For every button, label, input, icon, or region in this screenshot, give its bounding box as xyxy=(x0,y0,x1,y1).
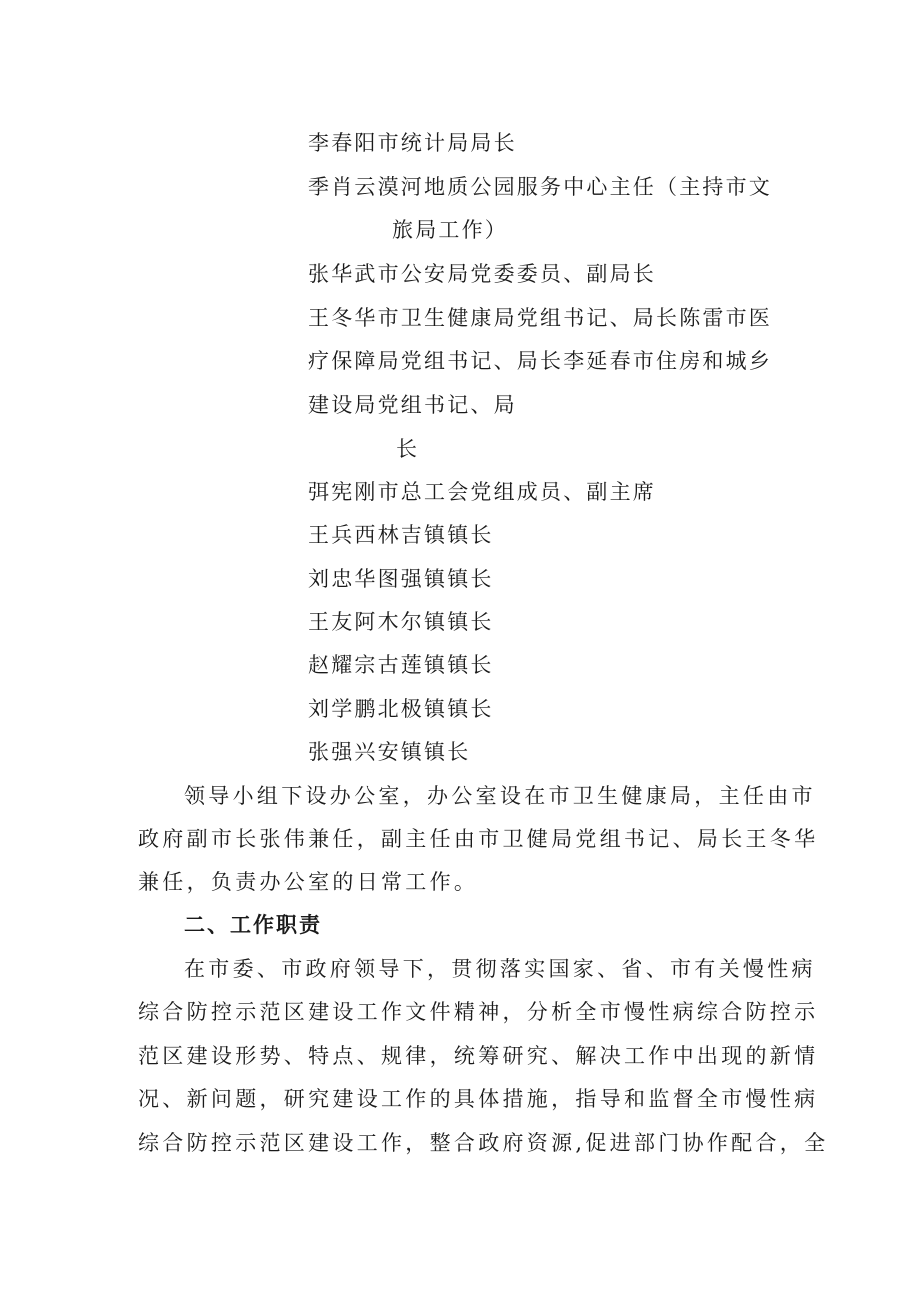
duties-paragraph-line: 范区建设形势、特点、规律，统筹研究、解决工作中出现的新情 xyxy=(138,1044,819,1068)
member-line: 疗保障局党组书记、局长李延春市住房和城乡 xyxy=(308,349,772,373)
member-line: 张强兴安镇镇长 xyxy=(308,740,471,764)
member-line: 赵耀宗古莲镇镇长 xyxy=(308,653,494,677)
member-line: 建设局党组书记、局 xyxy=(308,393,517,417)
office-paragraph-line: 政府副市长张伟兼任，副主任由市卫健局党组书记、局长王冬华 xyxy=(138,827,819,851)
member-line: 刘忠华图强镇镇长 xyxy=(308,567,494,591)
duties-paragraph-line: 综合防控示范区建设工作文件精神，分析全市慢性病综合防控示 xyxy=(138,1000,819,1024)
section-heading: 二、工作职责 xyxy=(184,913,322,937)
duties-paragraph-line: 在市委、市政府领导下，贯彻落实国家、省、市有关慢性病 xyxy=(184,957,816,981)
member-line: 张华武市公安局党委委员、副局长 xyxy=(308,262,656,286)
member-line: 王冬华市卫生健康局党组书记、局长陈雷市医 xyxy=(308,306,772,330)
duties-paragraph-line: 综合防控示范区建设工作，整合政府资源,促进部门协作配合，全 xyxy=(138,1131,829,1155)
member-line: 李春阳市统计局局长 xyxy=(308,131,517,155)
office-paragraph-line: 兼任，负责办公室的日常工作。 xyxy=(138,870,479,894)
member-line: 王友阿木尔镇镇长 xyxy=(308,610,494,634)
member-line: 王兵西林吉镇镇长 xyxy=(308,523,494,547)
member-line-continuation: 长 xyxy=(396,437,420,461)
member-line: 季肖云漠河地质公园服务中心主任（主持市文 xyxy=(308,175,772,199)
member-line-continuation: 旅局工作） xyxy=(392,218,508,242)
member-line: 弭宪刚市总工会党组成员、副主席 xyxy=(308,480,656,504)
duties-paragraph-line: 况、新问题，研究建设工作的具体措施，指导和监督全市慢性病 xyxy=(138,1087,819,1111)
member-line: 刘学鹏北极镇镇长 xyxy=(308,697,494,721)
office-paragraph-line: 领导小组下设办公室，办公室设在市卫生健康局，主任由市 xyxy=(184,784,816,808)
